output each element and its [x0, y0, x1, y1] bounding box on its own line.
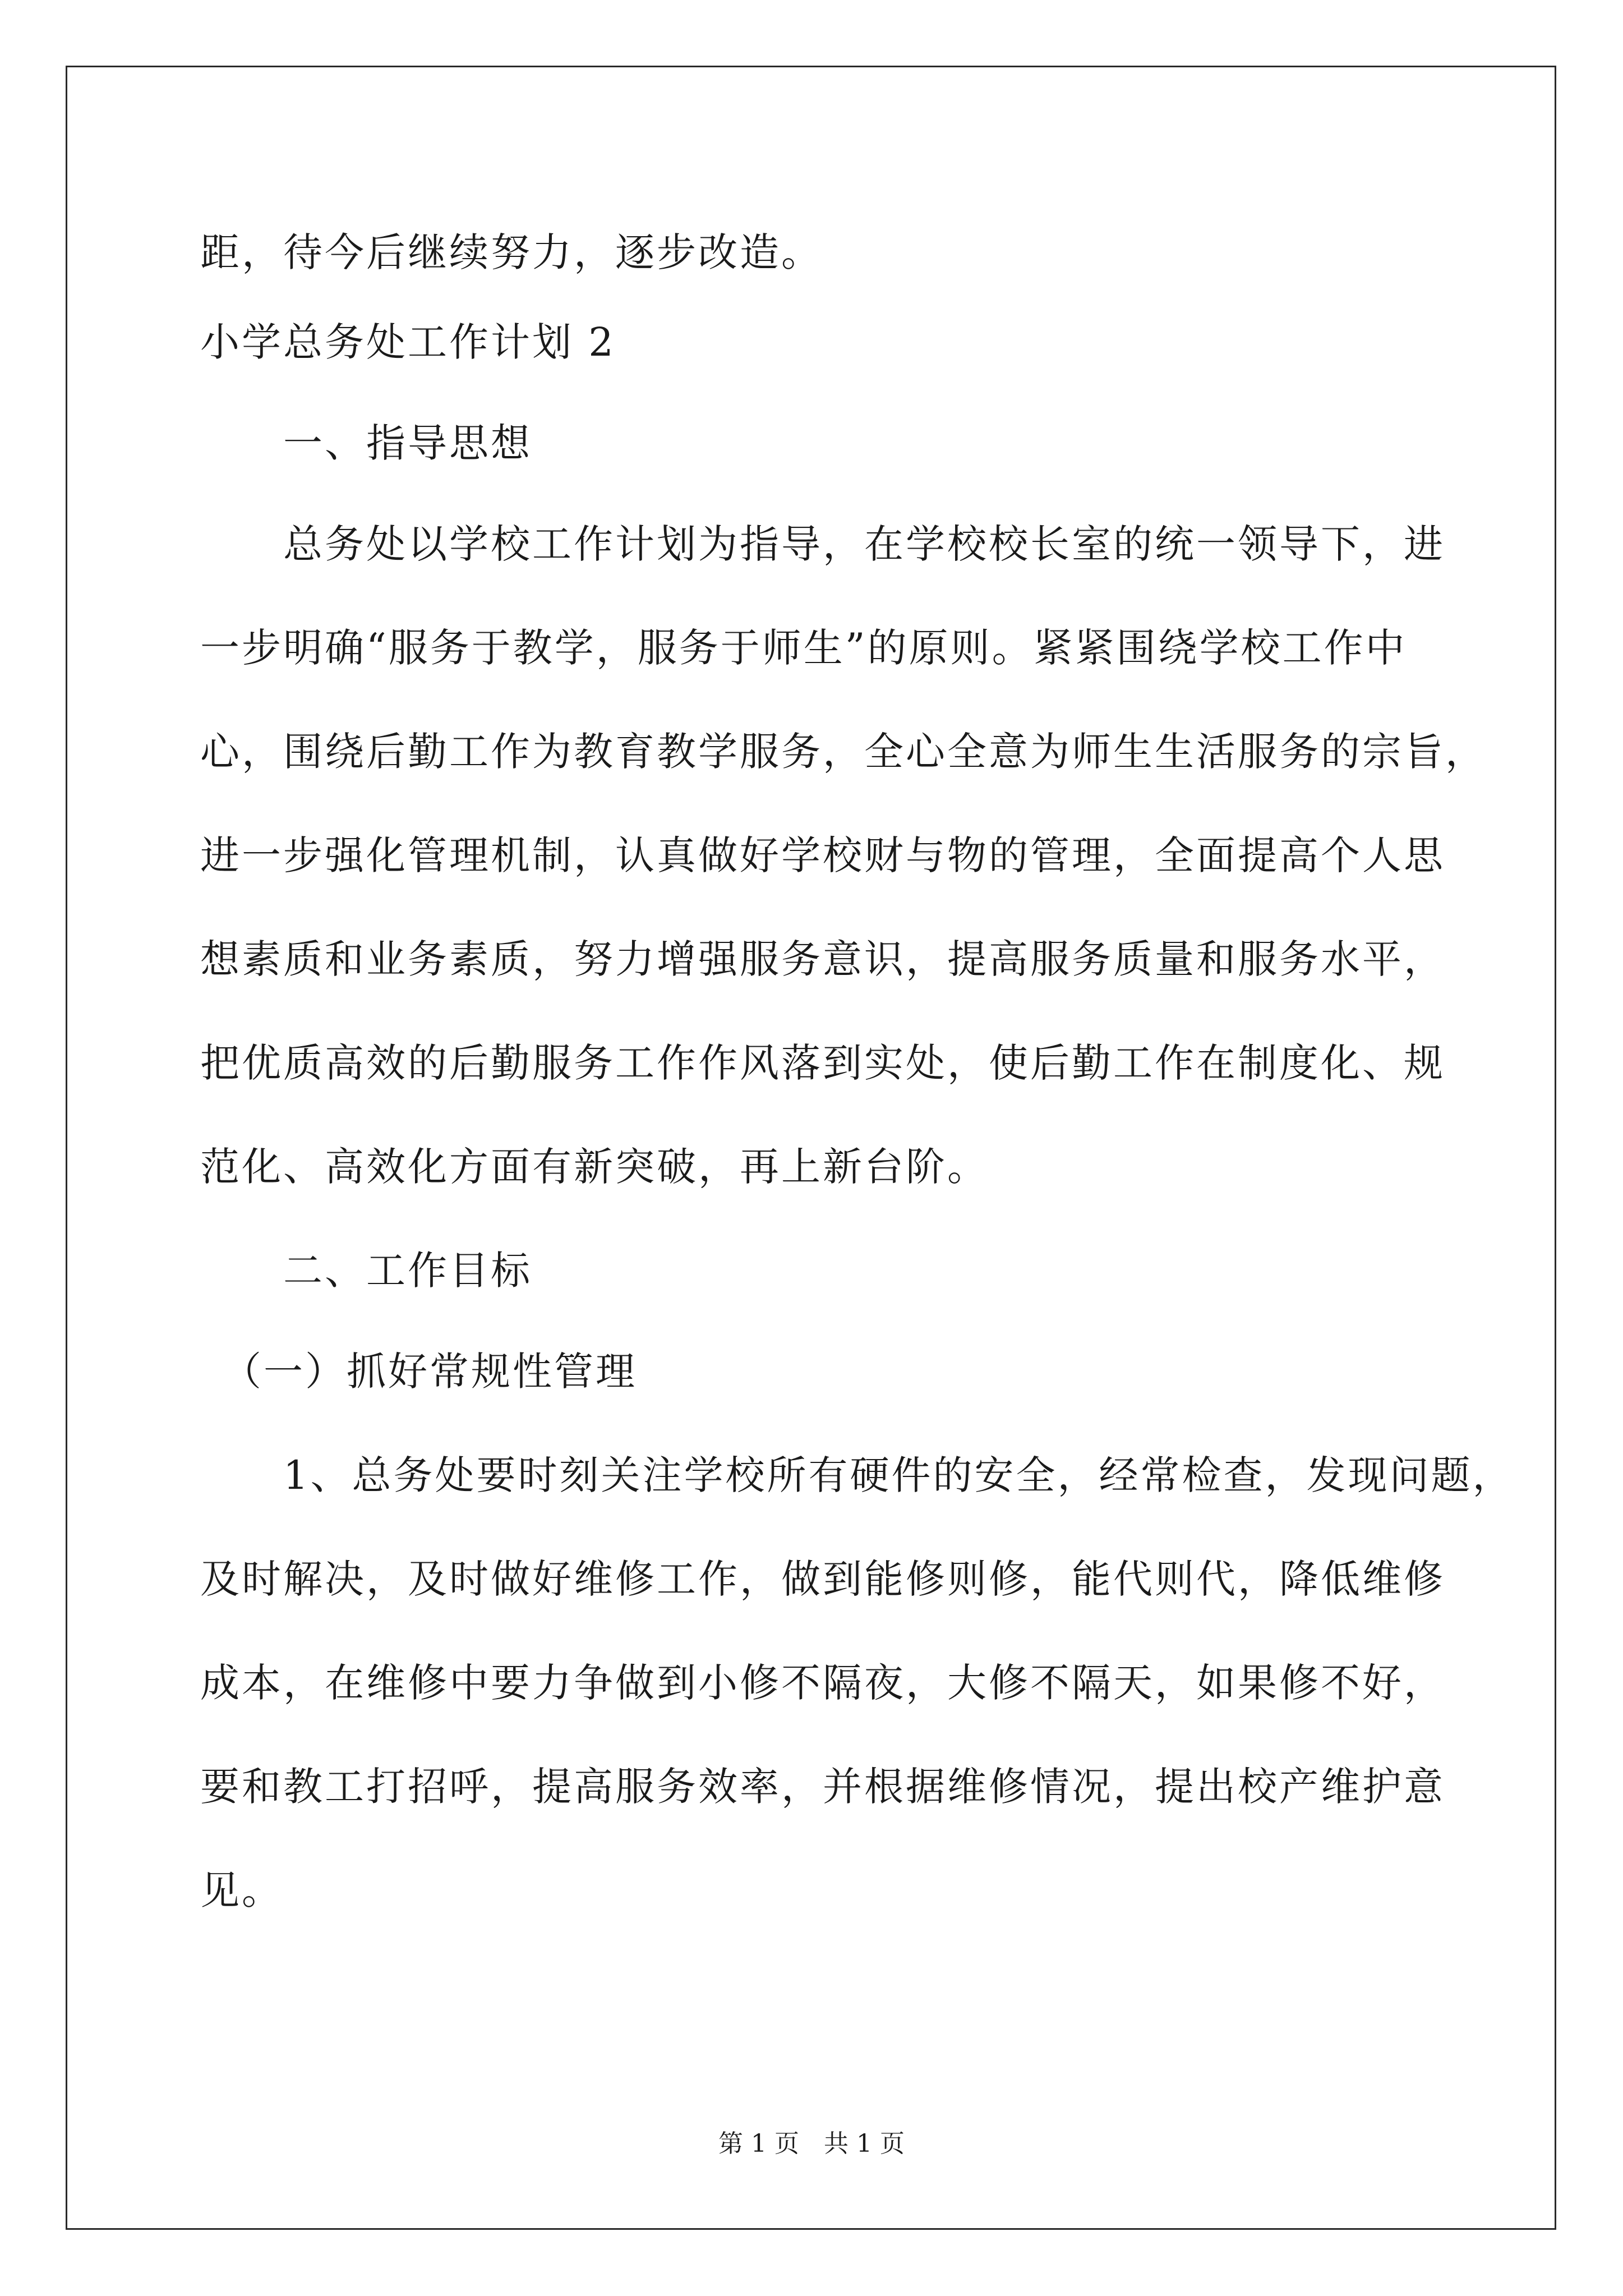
- paragraph-line: 见。: [200, 1867, 283, 1913]
- paragraph-line: 把优质高效的后勤服务工作作风落到实处，使后勤工作在制度化、规: [200, 1040, 1445, 1086]
- paragraph-line: 想素质和业务素质，努力增强服务意识，提高服务质量和服务水平，: [200, 936, 1445, 982]
- paragraph-line: 范化、高效化方面有新突破，再上新台阶。: [200, 1144, 989, 1190]
- paragraph-line: 进一步强化管理机制，认真做好学校财与物的管理，全面提高个人思: [200, 832, 1445, 878]
- page-footer: 第 1 页 共 1 页: [718, 2129, 905, 2158]
- heading-guiding-ideology: 一、指导思想: [200, 420, 532, 466]
- paragraph-line: 及时解决，及时做好维修工作，做到能修则修，能代则代，降低维修: [200, 1556, 1445, 1602]
- paragraph-line: 总务处以学校工作计划为指导，在学校校长室的统一领导下，进: [200, 521, 1445, 567]
- section-title: 小学总务处工作计划 2: [200, 319, 616, 365]
- paragraph-line: 心，围绕后勤工作为教育教学服务，全心全意为师生生活服务的宗旨，: [200, 729, 1487, 775]
- heading-work-goals: 二、工作目标: [200, 1248, 532, 1294]
- paragraph-line: 1、总务处要时刻关注学校所有硬件的安全，经常检查，发现问题，: [200, 1452, 1514, 1498]
- text-line-continuation: 距，待今后继续努力，逐步改造。: [200, 229, 823, 275]
- paragraph-line: 要和教工打招呼，提高服务效率，并根据维修情况，提出校产维护意: [200, 1764, 1445, 1810]
- paragraph-line: 一步明确“服务于教学，服务于师生”的原则。紧紧围绕学校工作中: [200, 625, 1407, 671]
- paragraph-line: 成本，在维修中要力争做到小修不隔夜，大修不隔天，如果修不好，: [200, 1660, 1445, 1706]
- subheading-routine-management: （一）抓好常规性管理: [200, 1349, 637, 1395]
